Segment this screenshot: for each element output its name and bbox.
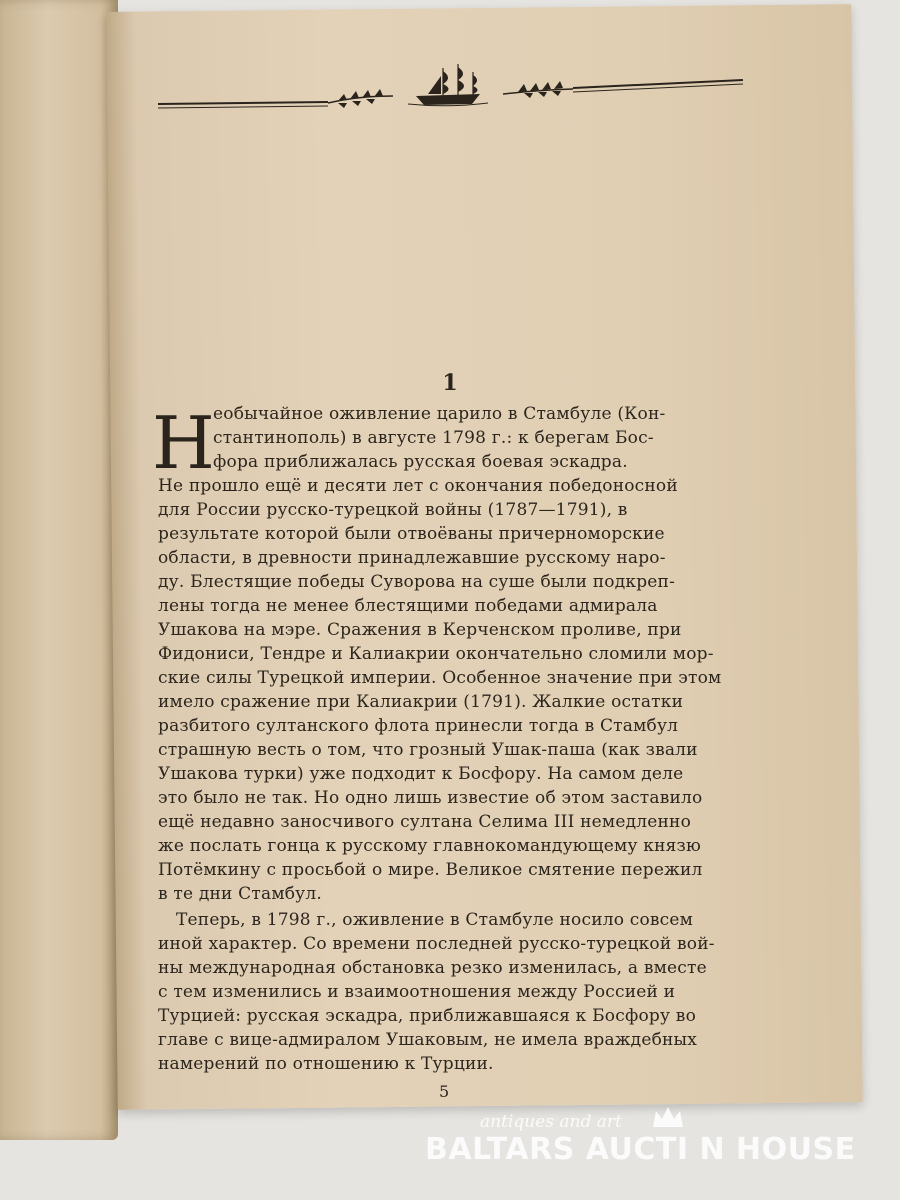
- text-line: Ушакова турки) уже подходит к Босфору. На самом деле: [158, 764, 684, 784]
- text-line: разбитого султанского флота принесли тогда в Стамбул: [158, 716, 679, 736]
- text-line: страшную весть о том, что грозный Ушак-паша (как звали: [158, 740, 698, 760]
- text-line: Теперь, в 1798 г., оживление в Стамбуле носило совсем: [176, 910, 694, 930]
- text-line: же послать гонца к русскому главнокомандующему князю: [158, 836, 702, 856]
- drop-cap: Н: [152, 401, 215, 485]
- text-line: для России русско-турецкой войны (1787—1791), в: [158, 500, 628, 520]
- text-line: ду. Блестящие победы Суворова на суше были подкреп-: [158, 572, 676, 592]
- text-line: Фидониси, Тендре и Калиакрии окончательно сломили мор-: [158, 644, 714, 664]
- text-line: Ушакова на мэре. Сражения в Керченском проливе, при: [158, 620, 682, 640]
- text-line: главе с вице-адмиралом Ушаковым, не имела враждебных: [158, 1030, 698, 1050]
- ship-ornament-icon: [158, 58, 743, 113]
- text-line: в те дни Стамбул.: [158, 884, 322, 904]
- text-line: фора приближалась русская боевая эскадра.: [213, 452, 628, 472]
- text-line: Не прошло ещё и десяти лет с окончания победоносной: [158, 476, 678, 496]
- crown-icon: [650, 1103, 686, 1131]
- watermark-title: BALTARS AUCTI N HOUSE: [425, 1132, 856, 1167]
- text-line: намерений по отношению к Турции.: [158, 1054, 494, 1074]
- text-line: ские силы Турецкой империи. Особенное значение при этом: [158, 668, 722, 688]
- text-line: еобычайное оживление царило в Стамбуле (Кон-: [213, 404, 666, 424]
- text-line: ны международная обстановка резко изменилась, а вместе: [158, 958, 707, 978]
- text-line: иной характер. Со времени последней русско-турецкой вой-: [158, 934, 715, 954]
- text-line: имело сражение при Калиакрии (1791). Жалкие остатки: [158, 692, 684, 712]
- text-line: это было не так. Но одно лишь известие об этом заставило: [158, 788, 703, 808]
- text-line: стантинополь) в августе 1798 г.: к берегам Бос-: [213, 428, 654, 448]
- text-line: Турцией: русская эскадра, приближавшаяся к Босфору во: [158, 1006, 696, 1026]
- text-line: области, в древности принадлежавшие русскому наро-: [158, 548, 666, 568]
- text-line: с тем изменились и взаимоотношения между Россией и: [158, 982, 676, 1002]
- text-line: ещё недавно заносчивого султана Селима III немедленно: [158, 812, 692, 832]
- text-line: лены тогда не менее блестящими победами адмирала: [158, 596, 658, 616]
- text-line: Потёмкину с просьбой о мире. Великое смятение пережил: [158, 860, 703, 880]
- watermark-subtitle: antiques and art: [480, 1112, 622, 1132]
- chapter-number: 1: [442, 370, 458, 396]
- left-page: [0, 0, 118, 1140]
- page-number: 5: [439, 1082, 450, 1101]
- text-line: результате которой были отвоёваны причерноморские: [158, 524, 665, 544]
